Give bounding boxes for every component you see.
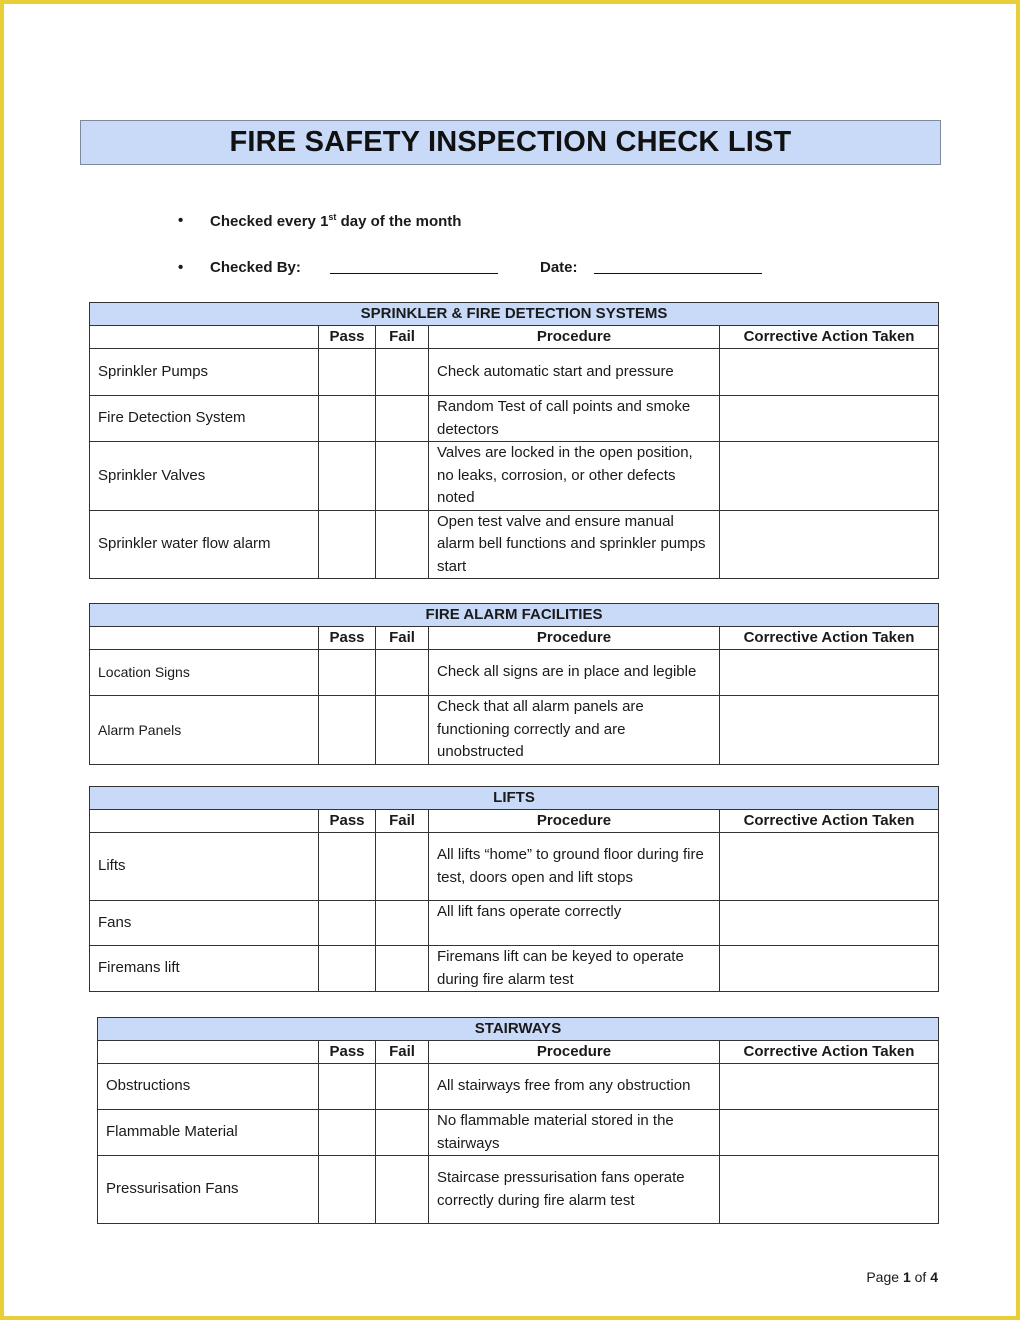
item-name: Flammable Material <box>98 1110 319 1156</box>
action-column-header: Corrective Action Taken <box>720 1041 939 1064</box>
action-column-header: Corrective Action Taken <box>720 326 939 349</box>
fail-cell[interactable] <box>376 510 429 579</box>
page-total: 4 <box>930 1269 938 1285</box>
action-column-header: Corrective Action Taken <box>720 627 939 650</box>
item-name: Sprinkler Pumps <box>90 349 319 396</box>
title-banner <box>80 120 941 165</box>
checked-by-label: Checked By: <box>210 259 301 276</box>
pass-column-header: Pass <box>319 326 376 349</box>
bullet: • <box>178 259 184 276</box>
item-name: Location Signs <box>90 650 319 696</box>
pass-column-header: Pass <box>319 1041 376 1064</box>
ordinal-suffix: st <box>328 212 337 222</box>
item-column-header <box>90 810 319 833</box>
corrective-action-cell[interactable] <box>720 946 939 992</box>
procedure-column-header: Procedure <box>429 810 720 833</box>
pass-cell[interactable] <box>319 833 376 901</box>
pass-cell[interactable] <box>319 442 376 511</box>
table-row <box>90 901 939 946</box>
section-title: FIRE ALARM FACILITIES <box>90 604 939 627</box>
fail-cell[interactable] <box>376 696 429 765</box>
section-title: LIFTS <box>90 787 939 810</box>
fail-column-header: Fail <box>376 326 429 349</box>
procedure-text: No flammable material stored in the stairways <box>429 1110 720 1156</box>
corrective-action-cell[interactable] <box>720 1156 939 1224</box>
table-row <box>90 510 939 579</box>
corrective-action-cell[interactable] <box>720 650 939 696</box>
item-name: Sprinkler water flow alarm <box>90 510 319 579</box>
corrective-action-cell[interactable] <box>720 696 939 765</box>
procedure-text: Check all signs are in place and legible <box>429 650 720 696</box>
item-column-header <box>98 1041 319 1064</box>
fail-cell[interactable] <box>376 650 429 696</box>
item-column-header <box>90 627 319 650</box>
fail-cell[interactable] <box>376 1110 429 1156</box>
table-row <box>90 442 939 511</box>
checked-every-text <box>210 212 461 230</box>
pass-cell[interactable] <box>319 1064 376 1110</box>
fail-cell[interactable] <box>376 442 429 511</box>
corrective-action-cell[interactable] <box>720 396 939 442</box>
table-row <box>90 696 939 765</box>
procedure-text: All lifts “home” to ground floor during fire test, doors open and lift stops <box>429 833 720 901</box>
table-row <box>90 833 939 901</box>
section-table-lifts <box>89 786 939 992</box>
pass-cell[interactable] <box>319 510 376 579</box>
fail-cell[interactable] <box>376 1156 429 1224</box>
procedure-column-header: Procedure <box>429 326 720 349</box>
section-title: STAIRWAYS <box>98 1018 939 1041</box>
procedure-column-header: Procedure <box>429 627 720 650</box>
corrective-action-cell[interactable] <box>720 510 939 579</box>
item-name: Lifts <box>90 833 319 901</box>
fail-column-header: Fail <box>376 810 429 833</box>
table-row <box>90 650 939 696</box>
section-title: SPRINKLER & FIRE DETECTION SYSTEMS <box>90 303 939 326</box>
procedure-text: Staircase pressurisation fans operate correctly during fire alarm test <box>429 1156 720 1224</box>
procedure-text: Random Test of call points and smoke detectors <box>429 396 720 442</box>
of-word: of <box>914 1269 927 1285</box>
action-column-header: Corrective Action Taken <box>720 810 939 833</box>
procedure-text: Check automatic start and pressure <box>429 349 720 396</box>
pass-cell[interactable] <box>319 1110 376 1156</box>
item-name: Pressurisation Fans <box>98 1156 319 1224</box>
corrective-action-cell[interactable] <box>720 833 939 901</box>
table-row <box>98 1156 939 1224</box>
item-name: Fans <box>90 901 319 946</box>
pass-cell[interactable] <box>319 396 376 442</box>
page-title: FIRE SAFETY INSPECTION CHECK LIST <box>229 126 792 158</box>
section-table-stairways <box>97 1017 939 1224</box>
corrective-action-cell[interactable] <box>720 1110 939 1156</box>
procedure-text: All lift fans operate correctly <box>429 901 720 946</box>
fail-cell[interactable] <box>376 833 429 901</box>
page-word: Page <box>866 1269 900 1285</box>
corrective-action-cell[interactable] <box>720 1064 939 1110</box>
item-column-header <box>90 326 319 349</box>
item-name: Obstructions <box>98 1064 319 1110</box>
table-row <box>90 396 939 442</box>
procedure-column-header: Procedure <box>429 1041 720 1064</box>
fail-cell[interactable] <box>376 1064 429 1110</box>
corrective-action-cell[interactable] <box>720 901 939 946</box>
section-table-fire-alarm <box>89 603 939 765</box>
procedure-text: All stairways free from any obstruction <box>429 1064 720 1110</box>
fail-column-header: Fail <box>376 627 429 650</box>
procedure-text: Firemans lift can be keyed to operate during fire alarm test <box>429 946 720 992</box>
table-row <box>98 1064 939 1110</box>
pass-cell[interactable] <box>319 696 376 765</box>
fail-cell[interactable] <box>376 349 429 396</box>
fail-cell[interactable] <box>376 396 429 442</box>
checked-every-prefix: Checked every 1 <box>210 213 329 230</box>
pass-cell[interactable] <box>319 349 376 396</box>
fail-cell[interactable] <box>376 901 429 946</box>
table-row <box>90 349 939 396</box>
corrective-action-cell[interactable] <box>720 442 939 511</box>
section-table-sprinkler <box>89 302 939 579</box>
item-name: Fire Detection System <box>90 396 319 442</box>
page-current: 1 <box>902 1269 911 1285</box>
pass-column-header: Pass <box>319 810 376 833</box>
checked-by-field[interactable] <box>330 273 498 274</box>
item-name: Alarm Panels <box>90 696 319 765</box>
procedure-text: Valves are locked in the open position, no leaks, corrosion, or other defects noted <box>429 442 720 511</box>
table-row <box>98 1110 939 1156</box>
fail-column-header: Fail <box>376 1041 429 1064</box>
pass-cell[interactable] <box>319 650 376 696</box>
item-name: Firemans lift <box>90 946 319 992</box>
checked-every-suffix: day of the month <box>336 213 462 230</box>
pass-cell[interactable] <box>319 901 376 946</box>
pass-cell[interactable] <box>319 946 376 992</box>
date-field[interactable] <box>594 273 762 274</box>
pass-column-header: Pass <box>319 627 376 650</box>
fail-cell[interactable] <box>376 946 429 992</box>
item-name: Sprinkler Valves <box>90 442 319 511</box>
bullet: • <box>178 212 184 229</box>
corrective-action-cell[interactable] <box>720 349 939 396</box>
date-label: Date: <box>540 259 578 276</box>
pass-cell[interactable] <box>319 1156 376 1224</box>
procedure-text: Check that all alarm panels are functioning correctly and are unobstructed <box>429 696 720 765</box>
procedure-text: Open test valve and ensure manual alarm bell functions and sprinkler pumps start <box>429 510 720 579</box>
page-number <box>866 1269 938 1285</box>
table-row <box>90 946 939 992</box>
